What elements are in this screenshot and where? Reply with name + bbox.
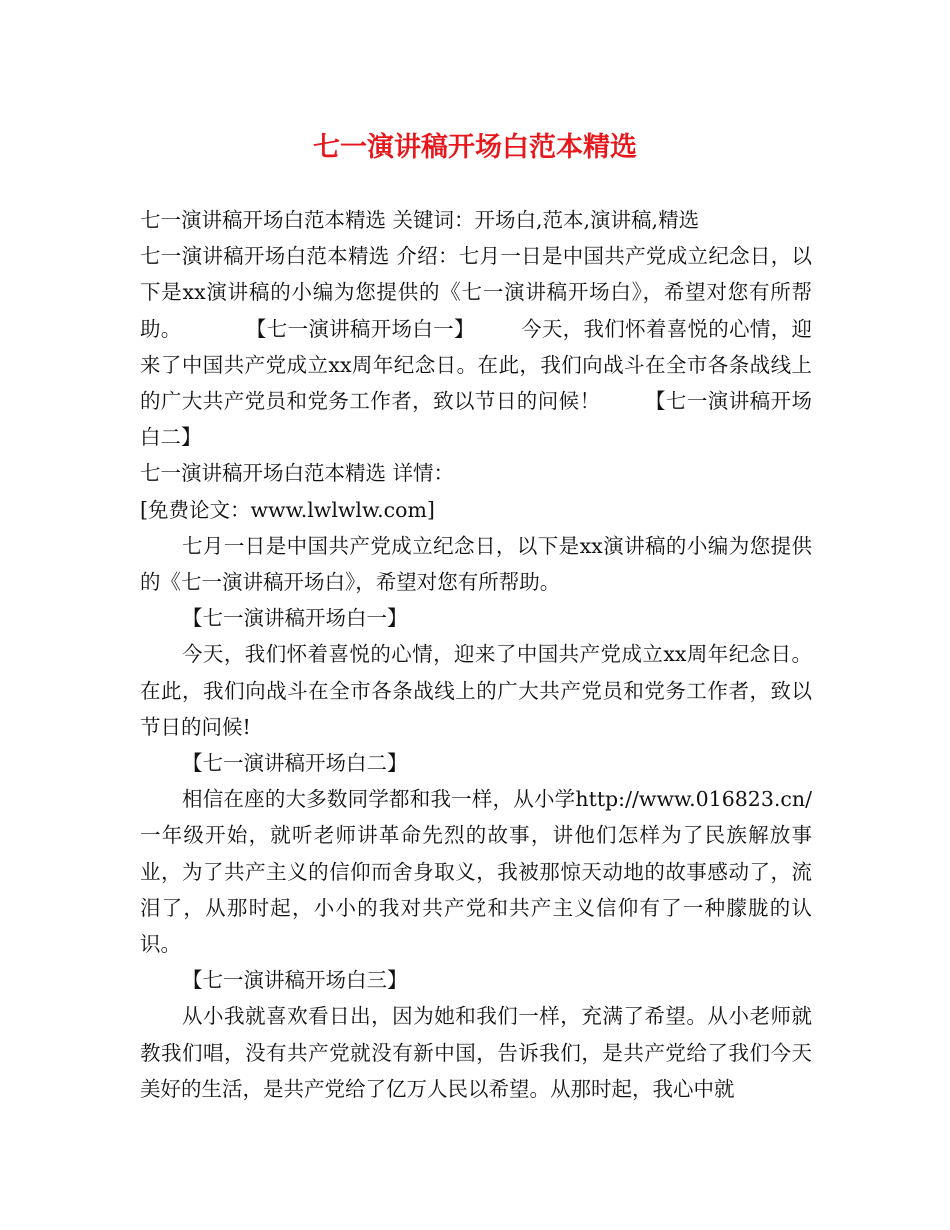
heading-three: 【七一演讲稿开场白三】 bbox=[182, 968, 408, 993]
intro-heading-two: 【七一演讲稿开场白二】 bbox=[140, 389, 813, 450]
heading-two: 【七一演讲稿开场白二】 bbox=[182, 751, 408, 776]
document-body bbox=[140, 202, 812, 1107]
detail-line: 七一演讲稿开场白范本精选 详情： bbox=[140, 461, 455, 486]
intro-text: 七一演讲稿开场白范本精选 介绍：七月一日是中国共产党成立纪念日，以下是xx演讲稿的小编为您提供的《七一演讲稿开场白》，希望对您有所帮助。 bbox=[140, 244, 812, 341]
paragraph-three: 从小我就喜欢看日出，因为她和我们一样，充满了希望。从小老师就教我们唱，没有共产党就没有新中国，告诉我们，是共产党给了我们今天美好的生活，是共产党给了亿万人民以希望。从那时起，我心中就 bbox=[140, 1004, 812, 1101]
intro-paragraph bbox=[140, 238, 812, 455]
paragraph-intro: 七月一日是中国共产党成立纪念日，以下是xx演讲稿的小编为您提供的《七一演讲稿开场白》，希望对您有所帮助。 bbox=[140, 533, 812, 595]
paragraph-two: 相信在座的大多数同学都和我一样，从小学http://www.016823.cn/一年级开始，就听老师讲革命先烈的故事，讲他们怎样为了民族解放事业，为了共产主义的信仰而舍身取义，我被那惊天动地的故事感动了，流泪了，从那时起，小小的我对共产党和共产主义信仰有了一种朦胧的认识。 bbox=[140, 787, 812, 957]
paragraph-one: 今天，我们怀着喜悦的心情，迎来了中国共产党成立xx周年纪念日。在此，我们向战斗在全市各条战线上的广大共产党员和党务工作者，致以节日的问候! bbox=[140, 642, 812, 739]
intro-paragraph-one: 今天，我们怀着喜悦的心情，迎来了中国共产党成立xx周年纪念日。在此，我们向战斗在全市各条战线上的广大共产党员和党务工作者，致以节日的问候！ bbox=[140, 316, 813, 414]
heading-one: 【七一演讲稿开场白一】 bbox=[182, 606, 408, 631]
keywords-line: 七一演讲稿开场白范本精选 关键词：开场白,范本,演讲稿,精选 bbox=[140, 208, 700, 232]
source-line: [免费论文：www.lwlwlw.com] bbox=[140, 497, 435, 522]
document-title: 七一演讲稿开场白范本精选 bbox=[313, 132, 637, 163]
intro-heading-one: 【七一演讲稿开场白一】 bbox=[245, 316, 475, 341]
